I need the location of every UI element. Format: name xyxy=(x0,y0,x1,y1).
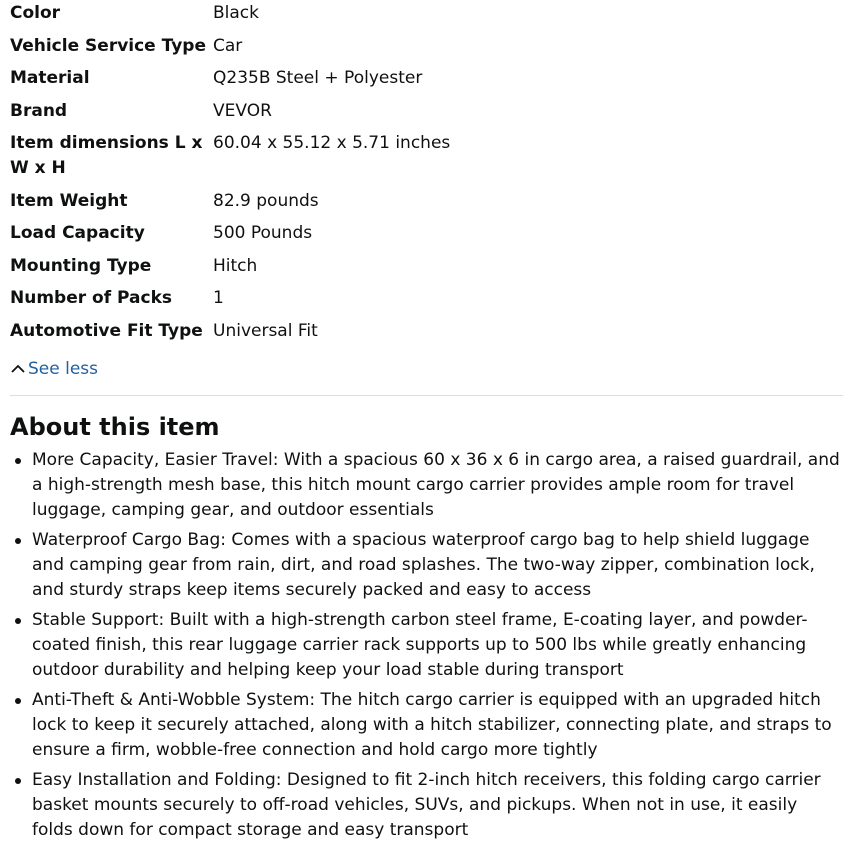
feature-bullet-text: Anti-Theft & Anti-Wobble System: The hitch cargo carrier is equipped with an upgraded hitch lock to keep it securely attached, along with a hitch stabilizer, connecting plate, and straps to ensure a firm, wobble-free connection and hold cargo more tightly xyxy=(32,690,832,760)
bullet-dot-icon xyxy=(15,698,21,704)
spec-row-automotive-fit-type xyxy=(10,319,840,344)
feature-bullet-text: Waterproof Cargo Bag: Comes with a spacious waterproof cargo bag to help shield luggage and camping gear from rain, dirt, and road splashes. The two-way zipper, combination lock, and sturdy straps keep items securely packed and easy to access xyxy=(32,530,815,600)
feature-bullet xyxy=(10,688,842,763)
see-less-label: See less xyxy=(28,359,99,379)
spec-label: Item Weight xyxy=(10,191,128,211)
chevron-up-icon xyxy=(10,361,26,377)
spec-label: Material xyxy=(10,68,90,88)
feature-bullet-text: Easy Installation and Folding: Designed to fit 2-inch hitch receivers, this folding cargo carrier basket mounts securely to off-road vehicles, SUVs, and pickups. When not in use, it easily folds down for compact storage and easy transport xyxy=(32,770,821,840)
spec-label: Vehicle Service Type xyxy=(10,36,206,56)
bullet-dot-icon xyxy=(15,538,21,544)
spec-label: Brand xyxy=(10,101,68,121)
see-less-link[interactable] xyxy=(10,357,98,381)
feature-bullet xyxy=(10,448,842,523)
feature-bullet-text: Stable Support: Built with a high-strength carbon steel frame, E-coating layer, and powder-coated finish, this rear luggage carrier rack supports up to 500 lbs while greatly enhancing outdoor durability and helping keep your load stable during transport xyxy=(32,610,808,680)
spec-row-brand xyxy=(10,99,840,124)
spec-label: Automotive Fit Type xyxy=(10,321,203,341)
feature-bullet xyxy=(10,768,842,843)
spec-row-item-weight xyxy=(10,189,840,214)
spec-row-material xyxy=(10,66,840,91)
spec-row-item-dimensions xyxy=(10,131,840,181)
spec-value: Hitch xyxy=(213,256,258,276)
feature-bullet xyxy=(10,528,842,603)
spec-label: Load Capacity xyxy=(10,223,145,243)
feature-bullet-text: More Capacity, Easier Travel: With a spacious 60 x 36 x 6 in cargo area, a raised guardrail, and a high-strength mesh base, this hitch mount cargo carrier provides ample room for travel luggage, camping gear, and outdoor essentials xyxy=(32,450,840,520)
spec-value: VEVOR xyxy=(213,101,272,121)
section-divider xyxy=(10,395,843,396)
spec-value: 60.04 x 55.12 x 5.71 inches xyxy=(213,133,451,153)
spec-value: 1 xyxy=(213,288,224,308)
spec-label: Color xyxy=(10,3,61,23)
spec-value: 82.9 pounds xyxy=(213,191,319,211)
spec-label: Number of Packs xyxy=(10,288,173,308)
feature-bullet xyxy=(10,608,842,683)
bullet-dot-icon xyxy=(15,618,21,624)
spec-row-color xyxy=(10,1,840,26)
spec-value: Black xyxy=(213,3,259,23)
spec-row-mounting-type xyxy=(10,254,840,279)
bullet-dot-icon xyxy=(15,458,21,464)
spec-row-load-capacity xyxy=(10,221,840,246)
spec-value: 500 Pounds xyxy=(213,223,313,243)
spec-row-vehicle-service-type xyxy=(10,34,840,59)
spec-row-number-of-packs xyxy=(10,286,840,311)
spec-label: Mounting Type xyxy=(10,256,152,276)
bullet-dot-icon xyxy=(15,778,21,784)
spec-value: Q235B Steel + Polyester xyxy=(213,68,423,88)
spec-value: Car xyxy=(213,36,243,56)
spec-label: Item dimensions L x W x H xyxy=(10,133,203,178)
feature-bullet-list xyxy=(10,448,842,848)
about-this-item-heading: About this item xyxy=(10,413,220,441)
spec-value: Universal Fit xyxy=(213,321,318,341)
